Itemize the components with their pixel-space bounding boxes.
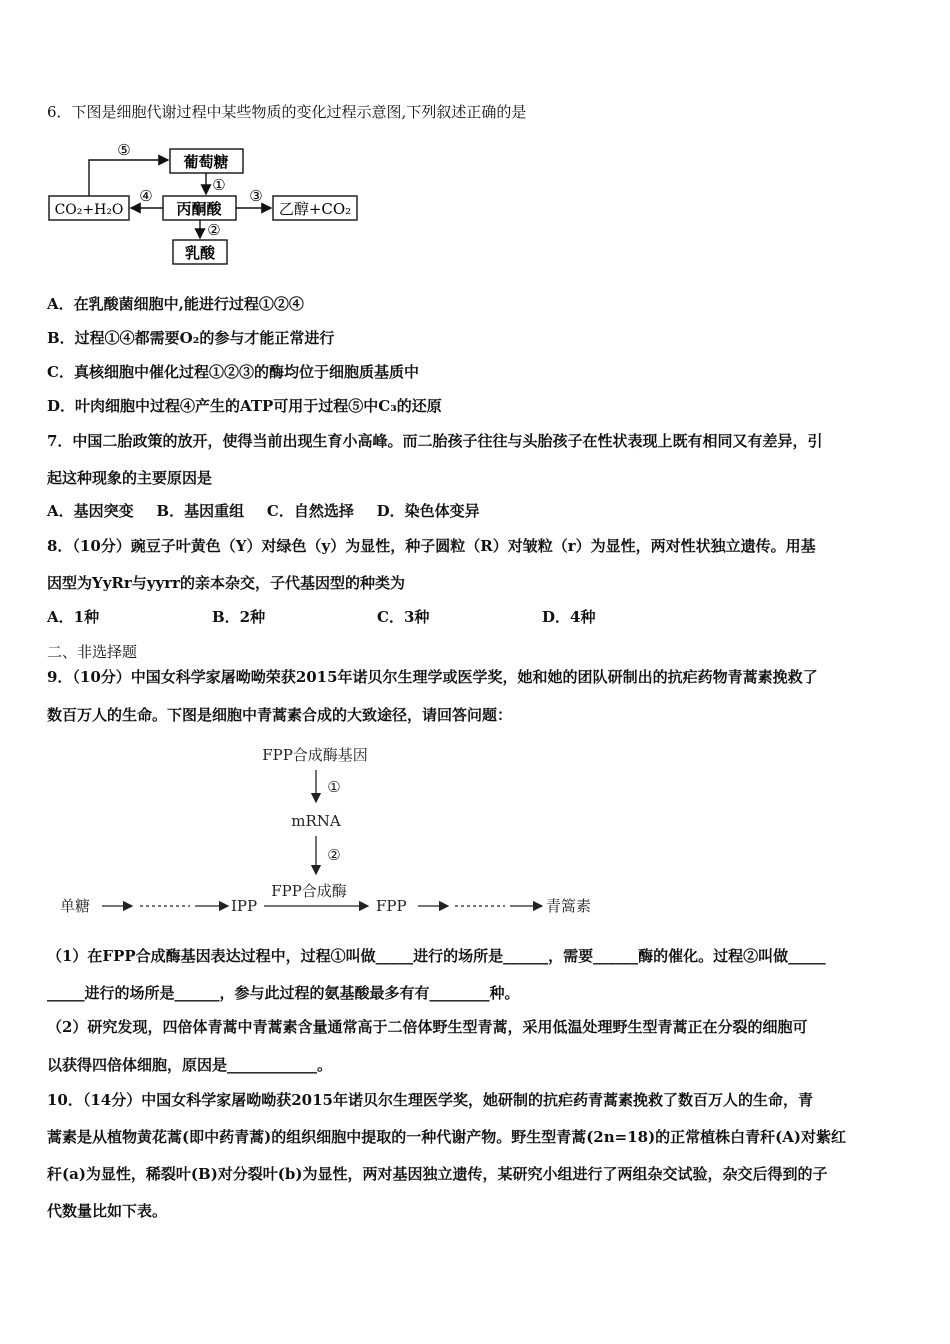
q9-line-2: 数百万人的生命。下图是细胞中青蒿素合成的大致途径，请回答问题： [47, 706, 513, 724]
step-4-label: ④ [139, 187, 153, 205]
q7-line-1: 7．中国二胎政策的放开，使得当前出现生育小高峰。而二胎孩子往往与头胎孩子在性状表现上既有相同又有差异，引 [47, 432, 823, 450]
q10-line-3: 秆(a)为显性，稀裂叶(B)对分裂叶(b)为显性，两对基因独立遗传，某研究小组进行了两组杂交试验，杂交后得到的子 [47, 1165, 828, 1183]
monosaccharide-label: 单糖 [60, 897, 91, 915]
q6-option-b: B．过程①④都需要O₂的参与才能正常进行 [47, 329, 335, 347]
section-2-heading: 二、非选择题 [47, 643, 138, 661]
fpp-label: FPP [376, 897, 407, 915]
q7-option-a: A．基因突变 [47, 502, 134, 520]
glucose-label: 葡萄糖 [183, 153, 229, 171]
q10-line-4: 代数量比如下表。 [47, 1202, 168, 1220]
ipp-label: IPP [231, 897, 258, 915]
step-2-label: ② [327, 846, 341, 864]
q7-option-d: D．染色体变异 [376, 502, 480, 520]
co2-h2o-label: CO₂+H₂O [54, 202, 124, 218]
step-2-label: ② [207, 221, 221, 239]
artemisinin-pathway-diagram [50, 740, 610, 920]
q9-sub1-line-2: _____进行的场所是______，参与此过程的氨基酸最多有有________种。 [47, 984, 520, 1002]
q9-sub2-line-2: 以获得四倍体细胞，原因是____________。 [47, 1056, 333, 1074]
q7-line-2: 起这种现象的主要原因是 [47, 469, 213, 487]
lactate-label: 乳酸 [184, 244, 216, 262]
q6-stem: 6．下图是细胞代谢过程中某些物质的变化过程示意图,下列叙述正确的是 [47, 103, 527, 121]
q8-line-1: 8．（10分）豌豆子叶黄色（Y）对绿色（y）为显性，种子圆粒（R）对皱粒（r）为显性，两对性状独立遗传。用基 [47, 537, 816, 555]
q8-option-c: C．3种 [377, 608, 430, 626]
q7-option-b: B．基因重组 [156, 502, 245, 520]
fpp-enzyme-label: FPP合成酶 [271, 882, 347, 900]
artemisinin-label: 青篙素 [546, 897, 592, 915]
q9-sub2-line-1: （2）研究发现，四倍体青蒿中青蒿素含量通常高于二倍体野生型青蒿，采用低温处理野生型青蒿正在分裂的细胞可 [47, 1018, 808, 1036]
q7-option-c: C．自然选择 [266, 502, 354, 520]
q9-line-1: 9．（10分）中国女科学家屠呦呦荣获2015年诺贝尔生理学或医学奖，她和她的团队研制出的抗疟药物青蒿素挽救了 [47, 668, 818, 686]
fpp-enzyme-gene-label: FPP合成酶基因 [262, 746, 368, 764]
q8-option-a: A．1种 [47, 608, 100, 626]
step-5-label: ⑤ [117, 141, 131, 159]
q6-option-c: C．真核细胞中催化过程①②③的酶均位于细胞质基质中 [47, 363, 419, 381]
q6-option-d: D．叶肉细胞中过程④产生的ATP可用于过程⑤中C₃的还原 [47, 397, 442, 415]
step-1-label: ① [327, 778, 341, 796]
arrow-5 [89, 160, 168, 196]
step-3-label: ③ [249, 187, 263, 205]
q10-line-1: 10．（14分）中国女科学家屠呦呦获2015年诺贝尔生理医学奖，她研制的抗疟药青蒿素挽救了数百万人的生命，青 [47, 1091, 814, 1109]
q8-line-2: 因型为YyRr与yyrr的亲本杂交，子代基因型的种类为 [47, 574, 406, 592]
cell-metabolism-diagram [46, 138, 376, 268]
ethanol-co2-label: 乙醇+CO₂ [278, 200, 352, 218]
pyruvate-label: 丙酮酸 [176, 200, 222, 218]
q6-option-a: A．在乳酸菌细胞中,能进行过程①②④ [47, 295, 304, 313]
q10-line-2: 蒿素是从植物黄花蒿(即中药青蒿)的组织细胞中提取的一种代谢产物。野生型青蒿(2n=18)的正常植株白青秆(A)对紫红 [47, 1128, 847, 1146]
q8-option-d: D．4种 [542, 608, 596, 626]
q9-sub1-line-1: （1）在FPP合成酶基因表达过程中，过程①叫做_____进行的场所是______，需要______酶的催化。过程②叫做_____ [47, 947, 826, 965]
step-1-label: ① [212, 176, 226, 194]
mrna-label: mRNA [291, 812, 341, 830]
q7-options [47, 501, 904, 521]
q8-option-b: B．2种 [212, 608, 266, 626]
